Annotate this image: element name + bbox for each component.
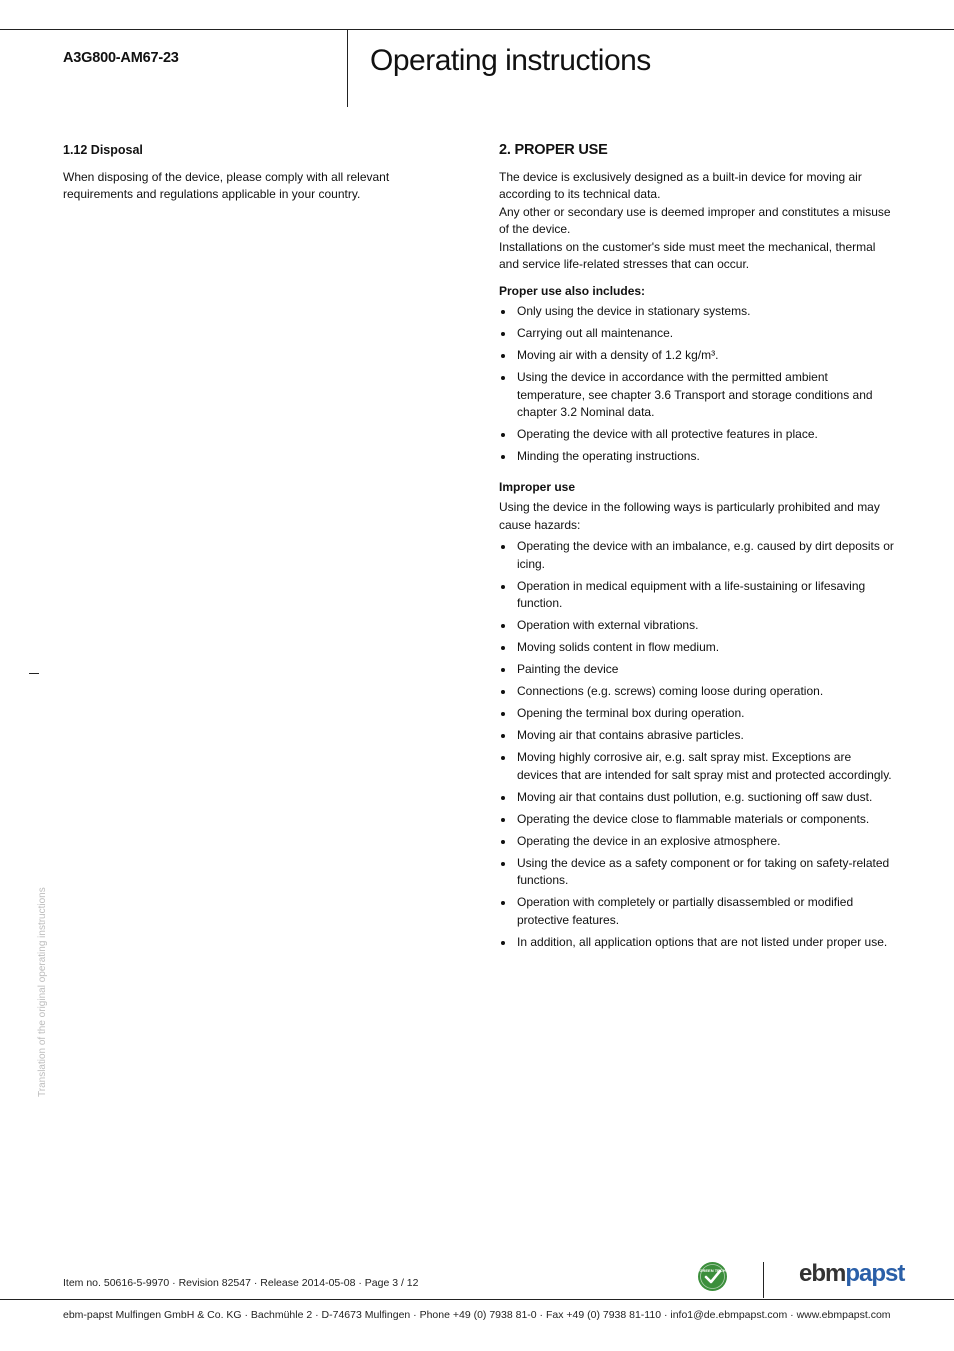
document-title: Operating instructions <box>370 44 651 77</box>
list-item: Connections (e.g. screws) coming loose during operation. <box>499 683 894 701</box>
bullet-icon <box>501 796 505 800</box>
improper-use-list <box>499 538 894 951</box>
list-item: Operation in medical equipment with a life-sustaining or lifesaving function. <box>499 578 894 613</box>
logo-divider <box>763 1262 764 1298</box>
header-top-rule <box>0 29 954 30</box>
proper-use-heading: 2. PROPER USE <box>499 142 608 158</box>
company-address: ebm-papst Mulfingen GmbH & Co. KG · Bachmühle 2 · D-74673 Mulfingen · Phone +49 (0) 7938 81-0 · Fax +49 (0) 7938 81-110 · info1@de.ebmpapst.com · www.ebmpapst.com <box>63 1309 891 1321</box>
document-info: Item no. 50616-5-9970 · Revision 82547 · Release 2014-05-08 · Page 3 / 12 <box>63 1277 419 1289</box>
disposal-heading: 1.12 Disposal <box>63 143 143 157</box>
svg-text:GREEN TECH: GREEN TECH <box>699 1268 726 1273</box>
list-item: In addition, all application options that are not listed under proper use. <box>499 934 894 952</box>
bullet-icon <box>501 376 505 380</box>
ebmpapst-logo <box>799 1260 904 1288</box>
list-item: Minding the operating instructions. <box>499 448 894 466</box>
footer-rule <box>0 1299 954 1300</box>
bullet-icon <box>501 585 505 589</box>
proper-use-label: Proper use also includes: <box>499 283 646 298</box>
bullet-icon <box>501 862 505 866</box>
intro-line: Installations on the customer's side must meet the mechanical, thermal and service life-related stresses that can occur. <box>499 239 876 271</box>
right-column <box>499 142 894 956</box>
bullet-icon <box>501 901 505 905</box>
disposal-text: When disposing of the device, please comply with all relevant requirements and regulations applicable in your country. <box>63 169 390 201</box>
bullet-icon <box>501 756 505 760</box>
list-item: Moving highly corrosive air, e.g. salt spray mist. Exceptions are devices that are intended for salt spray mist and protected accordingly. <box>499 749 894 784</box>
improper-use-label: Improper use <box>499 479 576 494</box>
intro-line: Any other or secondary use is deemed improper and constitutes a misuse of the device. <box>499 204 891 236</box>
list-item: Operation with completely or partially disassembled or modified protective features. <box>499 894 894 929</box>
bullet-icon <box>501 690 505 694</box>
list-item: Only using the device in stationary systems. <box>499 303 894 321</box>
list-item: Carrying out all maintenance. <box>499 325 894 343</box>
bullet-icon <box>501 433 505 437</box>
bullet-icon <box>501 668 505 672</box>
list-item: Moving air that contains dust pollution, e.g. suctioning off saw dust. <box>499 789 894 807</box>
list-item: Operating the device with an imbalance, e.g. caused by dirt deposits or icing. <box>499 538 894 573</box>
list-item: Operating the device in an explosive atmosphere. <box>499 833 894 851</box>
list-item: Operating the device close to flammable materials or components. <box>499 811 894 829</box>
fold-mark <box>29 673 39 674</box>
list-item: Operation with external vibrations. <box>499 617 894 635</box>
list-item: Opening the terminal box during operation. <box>499 705 894 723</box>
translation-note: Translation of the original operating instructions <box>37 887 48 1097</box>
model-number: A3G800-AM67-23 <box>63 50 179 66</box>
bullet-icon <box>501 712 505 716</box>
list-item: Moving air with a density of 1.2 kg/m³. <box>499 347 894 365</box>
bullet-icon <box>501 545 505 549</box>
bullet-icon <box>501 310 505 314</box>
bullet-icon <box>501 818 505 822</box>
intro-line: The device is exclusively designed as a built-in device for moving air according to its technical data. <box>499 169 862 201</box>
logo-ebm-text: ebm <box>799 1260 846 1287</box>
bullet-icon <box>501 941 505 945</box>
bullet-icon <box>501 646 505 650</box>
bullet-icon <box>501 624 505 628</box>
improper-use-intro: Using the device in the following ways is particularly prohibited and may cause hazards: <box>499 500 880 532</box>
bullet-icon <box>501 840 505 844</box>
list-item: Moving air that contains abrasive particles. <box>499 727 894 745</box>
bullet-icon <box>501 332 505 336</box>
bullet-icon <box>501 455 505 459</box>
list-item: Moving solids content in flow medium. <box>499 639 894 657</box>
bullet-icon <box>501 734 505 738</box>
list-item: Painting the device <box>499 661 894 679</box>
list-item: Operating the device with all protective features in place. <box>499 426 894 444</box>
bullet-icon <box>501 354 505 358</box>
greentech-badge-icon <box>697 1261 728 1292</box>
left-column <box>63 142 423 204</box>
proper-use-list <box>499 303 894 466</box>
logo-papst-text: papst <box>845 1260 905 1287</box>
list-item: Using the device as a safety component or for taking on safety-related functions. <box>499 855 894 890</box>
list-item: Using the device in accordance with the permitted ambient temperature, see chapter 3.6 Transport and storage conditions and chapter 3.2 Nominal data. <box>499 369 894 422</box>
header-divider <box>347 29 348 107</box>
